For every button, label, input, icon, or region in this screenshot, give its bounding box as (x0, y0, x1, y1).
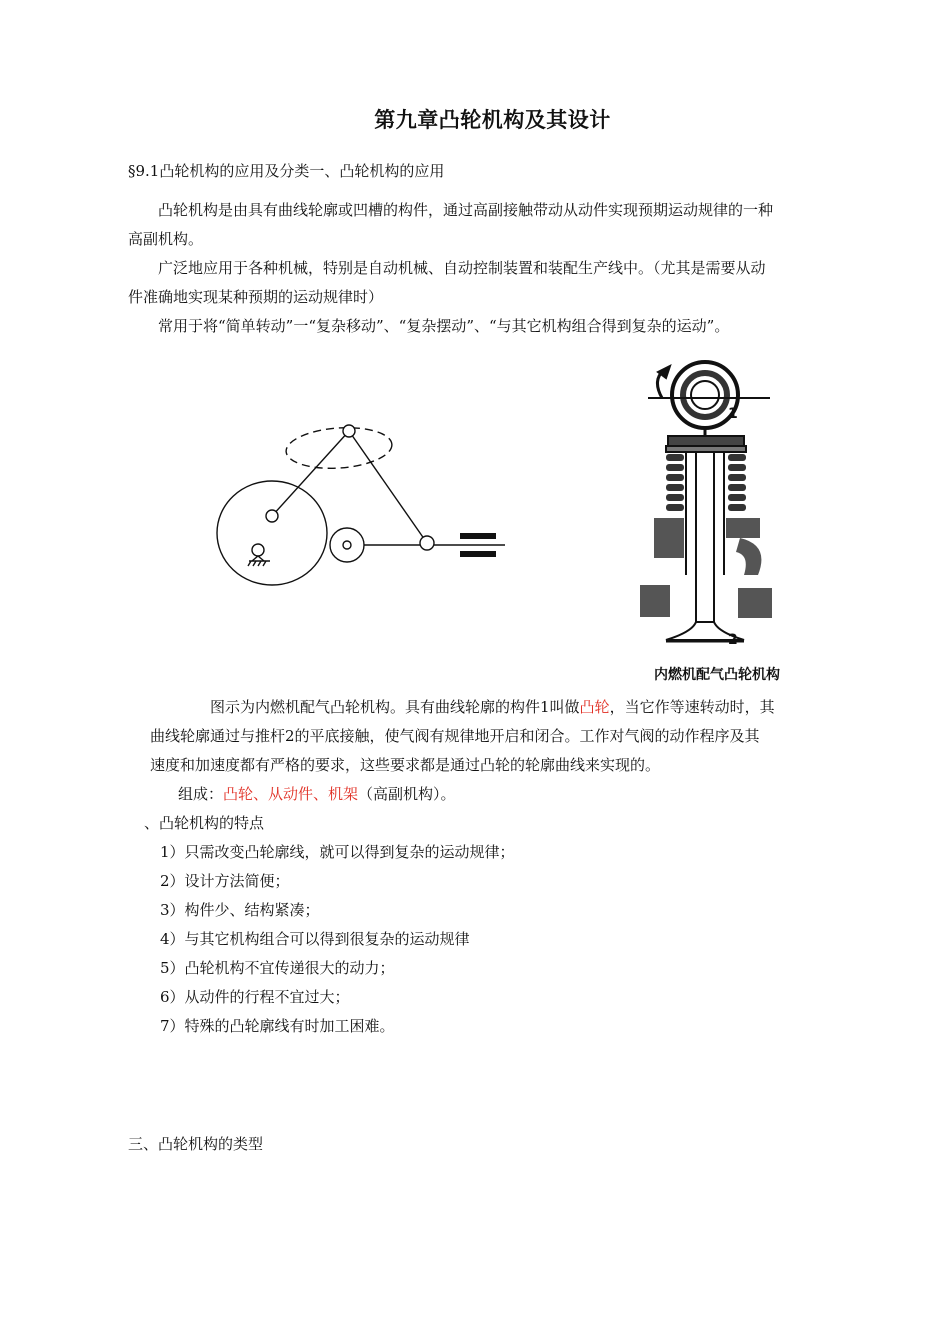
para4-line1-a: 图示为内燃机配气凸轮机构。具有曲线轮廓的构件1叫做 (210, 698, 580, 716)
cam-linkage-figure (215, 415, 525, 595)
para4-line3: 速度和加速度都有严格的要求，这些要求都是通过凸轮的轮廓曲线来实现的。 (150, 756, 661, 774)
composition-prefix: 组成： (178, 785, 224, 803)
para1-line1: 凸轮机构是由具有曲线轮廓或凹槽的构件，通过高副接触带动从动件实现预期运动规律的一种 (158, 201, 774, 219)
figure-caption: 内燃机配气凸轮机构 (654, 667, 780, 683)
roller-inner (343, 541, 351, 549)
feature-item: 5）凸轮机构不宜传递很大的动力； (160, 959, 395, 977)
pivot-cam (266, 510, 278, 522)
para4-line1 (210, 696, 775, 718)
composition-components: 凸轮、从动件、机架 (223, 785, 359, 803)
types-heading: 三、凸轮机构的类型 (128, 1135, 264, 1153)
feature-item: 1）只需改变凸轮廓线，就可以得到复杂的运动规律； (160, 843, 515, 861)
tappet (668, 436, 744, 446)
section-heading: §9.1凸轮机构的应用及分类一、凸轮机构的应用 (128, 162, 445, 180)
para2-line1: 广泛地应用于各种机械，特别是自动机械、自动控制装置和装配生产线中。（尤其是需要从动 (158, 259, 766, 277)
dashed-orbit (285, 424, 394, 471)
para2-line2: 件准确地实现某种预期的运动规律时） (128, 288, 384, 306)
features-heading: 、凸轮机构的特点 (144, 814, 265, 832)
feature-item: 2）设计方法简便； (160, 872, 290, 890)
para4-line1-b: ，当它作等速转动时，其 (609, 698, 775, 716)
cam-disc (217, 481, 327, 585)
feature-item: 7）特殊的凸轮廓线有时加工困难。 (160, 1017, 395, 1035)
valve-springs (666, 454, 746, 511)
composition-suffix: （高副机构）。 (358, 785, 456, 803)
cylinder-head (640, 518, 772, 618)
feature-item: 3）构件少、结构紧凑； (160, 901, 320, 919)
pivot-top (343, 425, 355, 437)
feature-item: 6）从动件的行程不宜过大； (160, 988, 350, 1006)
para1-line2: 高副机构。 (128, 230, 204, 248)
pivot-slider (420, 536, 434, 550)
feature-item: 4）与其它机构组合可以得到很复杂的运动规律 (160, 930, 470, 948)
para3: 常用于将“简单转动”一“复杂移动”、“复杂摆动”、“与其它机构组合得到复杂的运动”。 (158, 317, 730, 335)
composition (178, 783, 456, 805)
ground-pivot (252, 544, 264, 556)
para4-highlight-cam: 凸轮 (579, 698, 610, 716)
valve-cam-figure (640, 360, 780, 650)
page-title: 第九章凸轮机构及其设计 (374, 108, 611, 132)
roller (330, 528, 364, 562)
para4-line2: 曲线轮廓通过与推杆2的平底接触，使气阀有规律地开启和闭合。工作对气阀的动作程序及其 (150, 727, 760, 745)
figure-label-1: 1 (728, 406, 738, 422)
figure-label-2: 2 (728, 632, 738, 648)
